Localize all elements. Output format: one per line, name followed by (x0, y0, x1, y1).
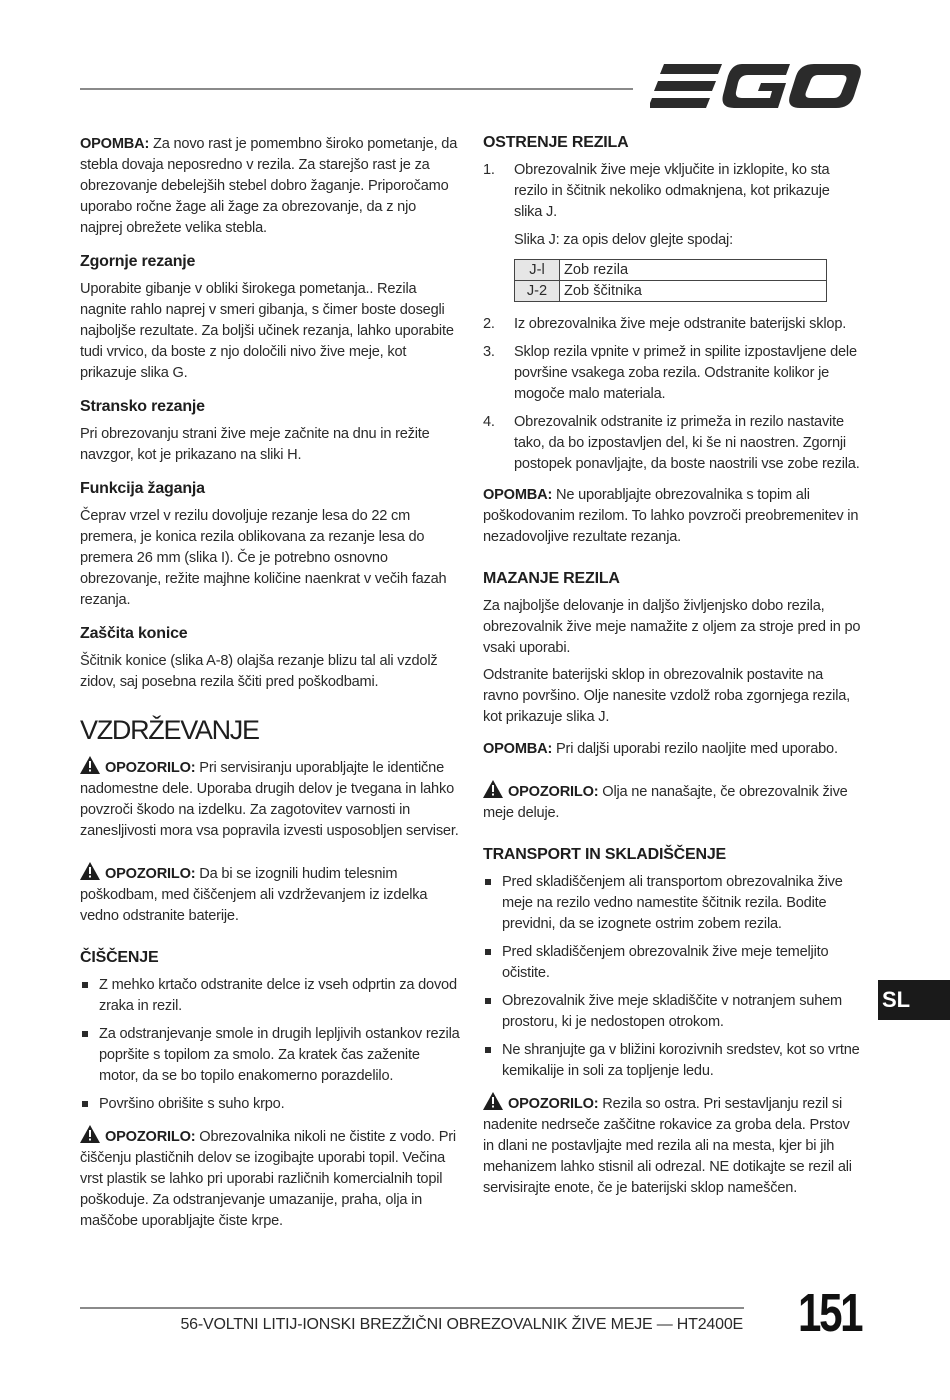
heading-vzdrzevanje: VZDRŽEVANJE (80, 715, 259, 745)
ego-logo (650, 62, 862, 112)
warning-paragraph: OPOZORILO: Olja ne nanašajte, če obrezovalnik žive meje deluje. (483, 780, 861, 824)
warning-icon (483, 1092, 503, 1110)
list-item: Obrezovalnik žive meje skladiščite v notranjem suhem prostoru, ki je nedostopen otrokom. (483, 991, 861, 1033)
step-item: 1. Obrezovalnik žive meje vključite in izklopite, ko sta rezilo in ščitnik nekoliko odmaknjena, kot prikazuje slika J. (483, 162, 830, 220)
mazanje-text: Za najboljše delovanje in daljšo življenjsko dobo rezila, obrezovalnik žive meje namažite z oljem za stroje pred in po vsaki uporabi. (483, 598, 861, 656)
part-desc: Zob ščitnika (560, 281, 827, 302)
warning-icon (80, 756, 100, 774)
header-rule (80, 88, 633, 90)
section-title-zascita: Zaščita konice (80, 625, 188, 642)
note-paragraph: OPOMBA: Pri daljši uporabi rezilo naoljite med uporabo. (483, 741, 838, 757)
table-row (515, 260, 827, 281)
zgornje-text: Uporabite gibanje v obliki širokega pometanja.. Rezila nagnite rahlo naprej v smeri gibanja, s čimer boste dosegli najboljše rezultate. Za boljši učinek rezanja, lahko uporabite tudi vrvico, da boste z njo določili nivo žive meje, kot prikazuje slika G. (80, 281, 454, 381)
warning-paragraph: OPOZORILO: Rezila so ostra. Pri sestavljanju rezil si nadenite nedrseče zaščitne rokavice za groba dela. Prstov in dlani ne postavljajte med rezila ali na mesta, kjer bi jih mehanizem lahko stisnil ali odrezal. NE dotikajte se rezil ali servisirajte enote, če je baterijski sklop nameščen. (483, 1092, 861, 1199)
page-number: 151 (798, 1283, 862, 1343)
list-item: Ne shranjujte ga v bližini korozivnih sredstev, kot so vrtne kemikalije in soli za topljenje ledu. (483, 1040, 861, 1082)
section-title-zaganje: Funkcija žaganja (80, 480, 205, 497)
ostrenje-steps-continued (483, 314, 861, 475)
transport-list (483, 872, 861, 1082)
list-item: Pred skladiščenjem obrezovalnik žive meje temeljito očistite. (483, 942, 861, 984)
mazanje-text: Odstranite baterijski sklop in obrezovalnik postavite na ravno površino. Olje nanesite vzdolž roba zgornjega rezila, kot prikazuje slika J. (483, 667, 851, 725)
zaganje-text: Čeprav vrzel v rezilu dovoljuje rezanje lesa do 22 cm premera, je konica rezila oblikovana za rezanje lesa do premera 26 mm (slika I). Če je potrebno osnovno obrezovanje, režite majhne količine naenkrat v večih fazah rezanja. (80, 508, 447, 608)
list-item: Za odstranjevanje smole in drugih lepljivih ostankov rezila popršite s topilom za smolo. Za kratek čas zaženite motor, da se bo topilo enakomerno porazdelilo. (80, 1024, 460, 1087)
warning-paragraph: OPOZORILO: Pri servisiranju uporabljajte le identične nadomestne dele. Uporaba drugih delov je tvegana in lahko povzroči škodo na izdelku. Za zagotovitev varnosti in zanesljivosti mora vsa popravila izvesti usposobljen serviser. (80, 756, 460, 842)
warning-icon (483, 780, 503, 798)
step-item: 3. Sklop rezila vpnite v primež in spilite izpostavljene dele površine vsakega zoba rezila. Odstranite kolikor je mogoče malo materiala. (483, 344, 857, 402)
zascita-text: Ščitnik konice (slika A-8) olajša rezanje blizu tal ali vzdolž zidov, saj posebna rezila ščiti pred poškodbami. (80, 653, 438, 690)
ciscenje-list (80, 975, 460, 1115)
list-item: Pred skladiščenjem ali transportom obrezovalnika žive meje na rezilo vedno namestite ščitnik rezila. Bodite previdni, da se izognete ostrim zobem rezila. (483, 872, 861, 935)
footer-title: 56-VOLTNI LITIJ-IONSKI BREZŽIČNI OBREZOVALNIK ŽIVE MEJE — HT2400E (180, 1316, 743, 1333)
heading-ostrenje: OSTRENJE REZILA (483, 134, 629, 151)
parts-table (514, 259, 827, 302)
section-title-zgornje: Zgornje rezanje (80, 253, 196, 270)
step-item: 4. Obrezovalnik odstranite iz primeža in rezilo nastavite tako, da bo izpostavljen del, ki še ni naostren. Zgornji postopek ponavljajte, da boste naostrili vse zobe rezila. (483, 414, 860, 472)
list-item: Površino obrišite s suho krpo. (80, 1094, 460, 1115)
heading-mazanje: MAZANJE REZILA (483, 570, 620, 587)
warning-paragraph: OPOZORILO: Obrezovalnika nikoli ne čistite z vodo. Pri čiščenju plastičnih delov se izogibajte uporabi topil. Večina vrst plastik se lahko pri uporabi različnih komercialnih topil poškoduje. Za odstranjevanje umazanije, praha, olja in maščobe uporabljajte čiste krpe. (80, 1125, 460, 1232)
note-paragraph: OPOMBA: Ne uporabljajte obrezovalnika s topim ali poškodovanim rezilom. To lahko povzroči preobremenitev in nezadovoljive rezultate rezanja. (483, 487, 859, 545)
language-tab: SL (878, 980, 950, 1020)
table-row (515, 281, 827, 302)
note-paragraph: OPOMBA: Za novo rast je pomembno široko pometanje, da stebla dovaja neposredno v rezila. Za starejšo rast je za obrezovanje debelejših stebel dobro žaganje. Priporočamo uporabo ročne žage ali žage za obrezovanje, da z njo najprej obrežete velika stebla. (80, 136, 458, 236)
warning-icon (80, 1125, 100, 1143)
step-item: 2. Iz obrezovalnika žive meje odstranite baterijski sklop. (483, 316, 847, 332)
ostrenje-steps (483, 160, 861, 223)
warning-icon (80, 862, 100, 880)
footer-rule (80, 1307, 744, 1309)
left-column (80, 134, 460, 1243)
right-column (483, 134, 861, 1210)
heading-transport: TRANSPORT IN SKLADIŠČENJE (483, 846, 727, 863)
part-code: J-2 (515, 281, 560, 302)
heading-ciscenje: ČIŠČENJE (80, 949, 159, 966)
warning-paragraph: OPOZORILO: Da bi se izognili hudim telesnim poškodbam, med čiščenjem ali vzdrževanjem iz izdelka vedno odstranite baterije. (80, 862, 460, 927)
list-item: Z mehko krtačo odstranite delce iz vseh odprtin za dovod zraka in rezil. (80, 975, 460, 1017)
part-code: J-l (515, 260, 560, 281)
part-desc: Zob rezila (560, 260, 827, 281)
section-title-stransko: Stransko rezanje (80, 398, 205, 415)
figure-note: Slika J: za opis delov glejte spodaj: (514, 232, 733, 248)
stransko-text: Pri obrezovanju strani žive meje začnite na dnu in režite navzgor, kot je prikazano na sliki H. (80, 426, 430, 463)
